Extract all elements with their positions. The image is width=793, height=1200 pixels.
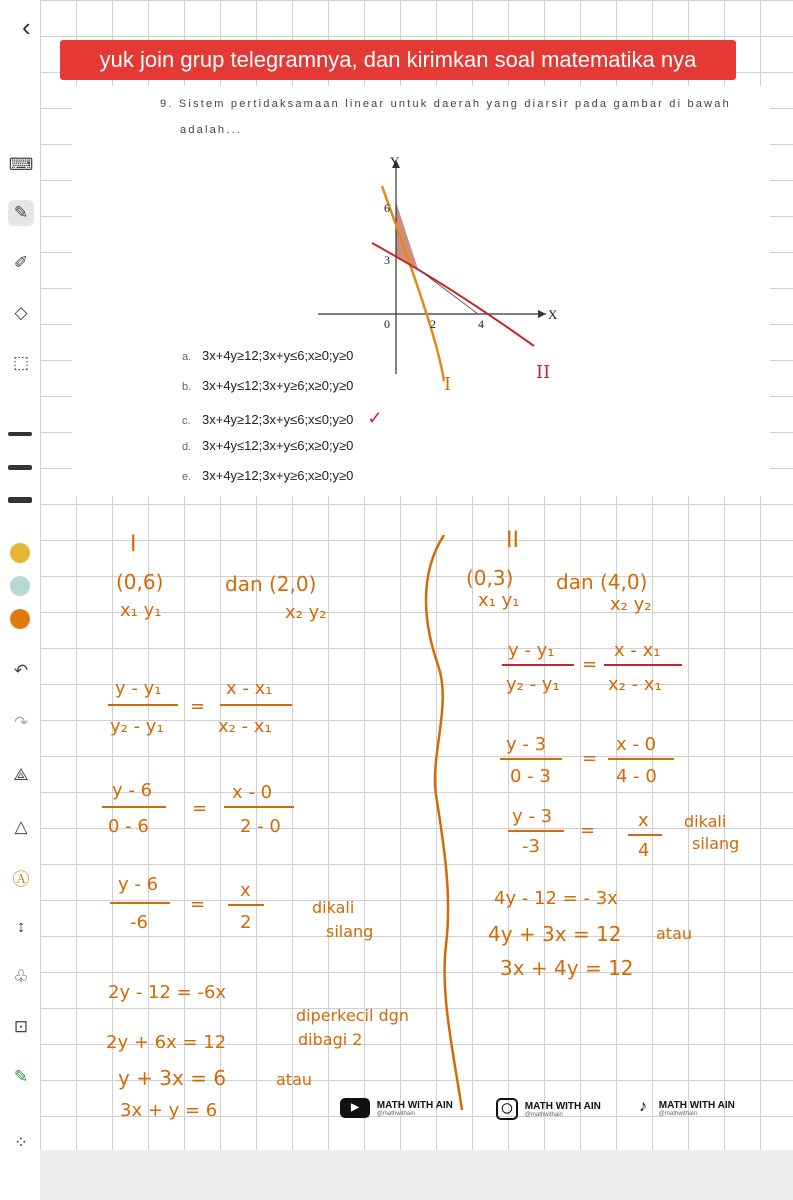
option-c: c. 3x+4y≥12;3x+y≤6;x≤0;y≥0 ✓ [182, 408, 383, 428]
note-left-dip1: diperkecil dgn [296, 1006, 409, 1025]
note-right-f3-rtop: x [638, 810, 649, 831]
note-roman-ii: II [506, 528, 519, 553]
color-light-blue[interactable] [10, 576, 30, 596]
youtube-icon: ▶ [340, 1098, 370, 1118]
note-right-x2y2: x₂ y₂ [610, 594, 652, 615]
text-style-icon[interactable]: Ⓐ [12, 869, 30, 889]
note-right-f1-top: y - y₁ [508, 640, 555, 661]
frac-bar [228, 904, 264, 906]
note-left-f3-rbot: 2 [240, 912, 252, 933]
note-left-f2-eq: = [192, 798, 208, 819]
page-footer-bar [40, 1150, 793, 1200]
note-left-f1-bot: y₂ - y₁ [110, 716, 164, 737]
color-yellow[interactable] [10, 543, 30, 563]
tool-sidebar [0, 140, 40, 1170]
color-orange[interactable] [10, 609, 30, 629]
note-right-line3: 3x + 4y = 12 [500, 956, 634, 980]
note-left-cross1: dikali [312, 898, 355, 917]
tick-x2: 2 [430, 317, 436, 331]
note-right-f3-top: y - 3 [512, 806, 553, 827]
note-left-line1: 2y - 12 = -6x [108, 982, 227, 1003]
frac-bar [508, 830, 564, 832]
frac-bar [608, 758, 674, 760]
tiktok-icon: ♪ [639, 1098, 647, 1115]
note-left-line2: 2y + 6x = 12 [106, 1032, 227, 1053]
note-left-f1-top: y - y₁ [115, 678, 162, 699]
text-shape-icon[interactable]: △ [14, 817, 28, 836]
note-right-and: dan (4,0) [556, 570, 648, 594]
note-left-f1-rbot: x₂ - x₁ [218, 716, 272, 737]
x-axis-arrow [538, 310, 546, 318]
sticker-icon[interactable]: ♧ [13, 967, 29, 986]
note-left-atau: atau [276, 1070, 313, 1089]
note-left-f2-rbot: 2 - 0 [240, 816, 281, 837]
graph-label-ii: II [536, 362, 551, 383]
note-left-f2-rtop: x - 0 [232, 782, 273, 803]
frac-bar [108, 704, 178, 706]
note-right-f3-bot: -3 [522, 836, 540, 857]
note-left-f3-rtop: x [240, 880, 251, 901]
promo-banner: yuk join grup telegramnya, dan kirimkan soal matematika nya [60, 40, 736, 80]
undo-icon[interactable]: ↶ [13, 661, 29, 680]
back-chevron-left-icon[interactable]: ‹ [22, 12, 31, 42]
lasso-icon[interactable]: ⬚ [12, 353, 30, 372]
inequality-graph [72, 146, 770, 446]
note-right-f1-rbot: x₂ - x₁ [608, 674, 662, 695]
note-right-f3-eq: = [580, 820, 596, 841]
keyboard-icon[interactable]: ⌨ [8, 155, 34, 174]
note-left-line3: y + 3x = 6 [118, 1066, 227, 1090]
note-left-f3-bot: -6 [130, 912, 148, 933]
note-right-points: (0,3) [466, 566, 514, 590]
y-label: Y [390, 154, 400, 169]
tick-6: 6 [384, 201, 390, 215]
note-left-f1-eq: = [190, 696, 206, 717]
note-left-and: dan (2,0) [225, 572, 317, 596]
note-left-cross2: silang [326, 922, 374, 941]
note-right-line1: 4y - 12 = - 3x [494, 888, 618, 909]
note-right-f1-rtop: x - x₁ [614, 640, 661, 661]
note-right-f2-bot: 0 - 3 [510, 766, 551, 787]
divider-wave [418, 535, 478, 1115]
frac-bar [500, 758, 562, 760]
stroke-size-thick[interactable] [8, 497, 32, 503]
note-left-dip2: dibagi 2 [298, 1030, 363, 1049]
check-mark: ✓ [367, 408, 383, 428]
question-card [72, 86, 770, 496]
frac-bar [220, 704, 292, 706]
frac-bar [604, 664, 682, 666]
note-right-atau: atau [656, 924, 693, 943]
note-right-f1-bot: y₂ - y₁ [506, 674, 560, 695]
note-right-f1-eq: = [582, 654, 598, 675]
brand-youtube: ▶ MATH WITH AIN @mathwithain [340, 1098, 453, 1118]
note-left-f2-bot: 0 - 6 [108, 816, 149, 837]
frac-bar [224, 806, 294, 808]
tick-origin: 0 [384, 317, 390, 331]
stroke-size-thin[interactable] [8, 432, 32, 436]
stroke-size-medium[interactable] [8, 465, 32, 470]
eraser-icon[interactable]: ◇ [14, 303, 28, 322]
note-right-f2-rbot: 4 - 0 [616, 766, 657, 787]
note-left-f3-eq: = [190, 894, 206, 915]
tick-x4: 4 [478, 317, 484, 331]
note-left-points: (0,6) [116, 570, 164, 594]
graph-label-i: I [444, 374, 452, 395]
frac-bar [502, 664, 574, 666]
frac-bar [102, 806, 166, 808]
option-d: d. 3x+4y≤12;3x+y≤6;x≥0;y≥0 [182, 438, 354, 453]
question-text: 9. Sistem pertidaksamaan linear untuk daerah yang diarsir pada gambar di bawah [160, 98, 731, 110]
spacing-icon[interactable]: ↕ [16, 917, 26, 936]
note-left-x1y1: x₁ y₁ [120, 600, 162, 621]
note-left-f3-top: y - 6 [118, 874, 159, 895]
note-right-cross1: dikali [684, 812, 727, 831]
instagram-icon: ◯ [496, 1098, 518, 1120]
grid-apps-icon[interactable]: ⁘ [13, 1133, 29, 1152]
note-right-x1y1: x₁ y₁ [478, 590, 520, 611]
dotted-line [418, 269, 478, 314]
brand-instagram: ◯ MATH WITH AIN @mathwithain [496, 1098, 601, 1120]
note-right-f3-rbot: 4 [638, 840, 650, 861]
lock-icon[interactable]: ⊡ [13, 1017, 29, 1036]
option-b: b. 3x+4y≤12;3x+y≥6;x≥0;y≥0 [182, 378, 354, 393]
note-left-x2y2: x₂ y₂ [285, 602, 327, 623]
pen-icon[interactable]: ✎ [8, 200, 34, 226]
note-right-f2-eq: = [582, 748, 598, 769]
option-e: e. 3x+4y≥12;3x+y≥6;x≥0;y≥0 [182, 468, 354, 483]
note-left-line4: 3x + y = 6 [120, 1100, 218, 1121]
redo-icon[interactable]: ↷ [13, 713, 29, 732]
frac-bar [110, 902, 170, 904]
line-i [382, 186, 444, 381]
note-right-line2: 4y + 3x = 12 [488, 922, 622, 946]
highlighter-icon[interactable]: ✐ [13, 253, 29, 272]
tick-3: 3 [384, 253, 390, 267]
note-right-f2-rtop: x - 0 [616, 734, 657, 755]
question-text-2: adalah... [180, 124, 243, 136]
note-roman-i: I [130, 532, 137, 557]
note-right-f2-top: y - 3 [506, 734, 547, 755]
marker-icon[interactable]: ✎ [13, 1067, 29, 1086]
frac-bar [628, 834, 662, 836]
brand-tiktok: ♪ MATH WITH AIN @mathwithain [634, 1098, 735, 1118]
x-label: X [548, 307, 558, 322]
note-left-f1-rtop: x - x₁ [226, 678, 273, 699]
note-left-f2-top: y - 6 [112, 780, 153, 801]
note-right-cross2: silang [692, 834, 740, 853]
shape-icon[interactable]: ⟁ [13, 765, 29, 784]
option-a: a. 3x+4y≥12;3x+y≤6;x≥0;y≥0 [182, 348, 354, 363]
